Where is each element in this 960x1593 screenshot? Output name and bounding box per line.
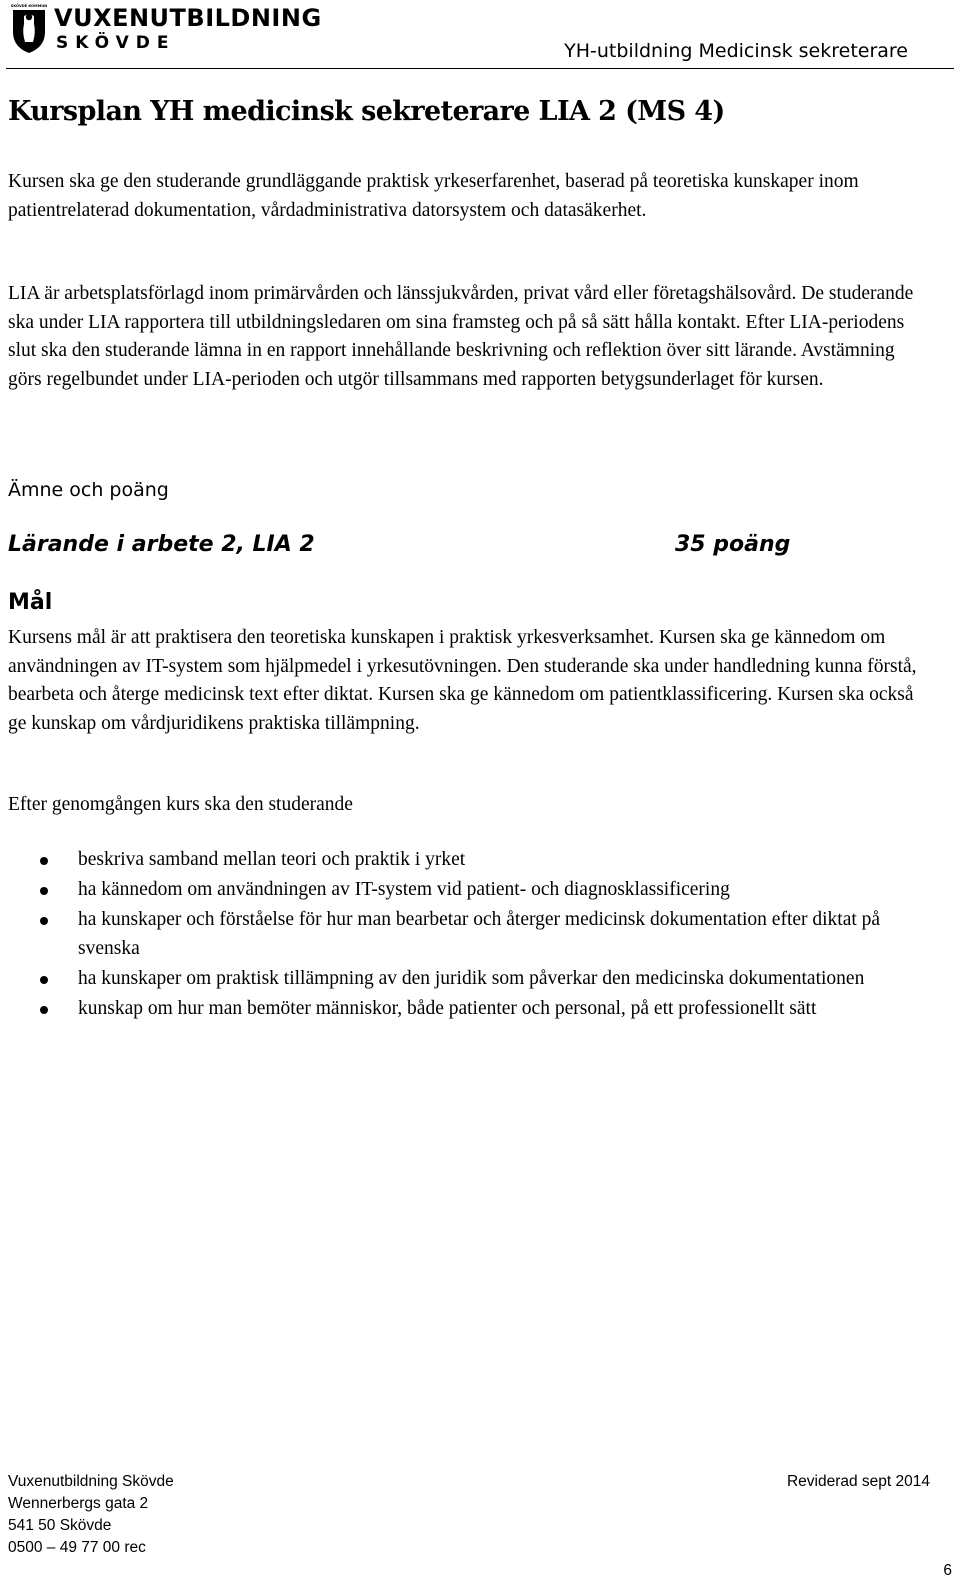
- page-header: [0, 0, 960, 72]
- logo-wordmark: VUXENUTBILDNING: [54, 4, 322, 32]
- list-item: [8, 906, 928, 963]
- svg-text:SKÖVDE KOMMUN: SKÖVDE KOMMUN: [10, 4, 48, 8]
- list-item-text: beskriva samband mellan teori och praktik i yrket: [78, 849, 466, 870]
- list-item: [8, 995, 928, 1024]
- outcomes-intro: Efter genomgången kurs ska den studerande: [8, 794, 353, 815]
- list-item-text: ha kunskaper om praktisk tillämpning av den juridik som påverkar den medicinska dokumentationen: [78, 967, 865, 989]
- learning-outcomes-list: [8, 846, 928, 1025]
- page-title: Kursplan YH medicinsk sekreterare LIA 2 (MS 4): [8, 96, 725, 127]
- list-item-text: ha kunskaper och förståelse för hur man bearbetar och återger medicinsk dokumentation efter diktat på svenska: [78, 908, 881, 959]
- footer-organization: Vuxenutbildning Skövde: [8, 1473, 174, 1490]
- goal-heading: Mål: [8, 590, 53, 615]
- footer-revised: Reviderad sept 2014: [786, 1473, 930, 1490]
- bullet-icon: [40, 857, 48, 865]
- program-name: YH-utbildning Medicinsk sekreterare: [564, 40, 908, 62]
- list-item: [8, 846, 928, 875]
- footer-address: [8, 1471, 174, 1559]
- goal-paragraph: Kursens mål är att praktisera den teoretiska kunskapen i praktisk yrkesverksamhet. Kursen ska ge kännedom om användningen av IT-system som hjälpmedel i yrkesutövningen. Den studerande ska under handledning kunna förstå, bearbeta och återge medicinsk text efter diktat. Kursen ska ge kännedom om patientklassificering. Kursen ska också ge kunskap om vårdjuridikens praktiska tillämpning.: [8, 627, 917, 734]
- course-points: 35 poäng: [675, 532, 791, 557]
- intro-paragraph: Kursen ska ge den studerande grundläggande praktisk yrkeserfarenhet, baserad på teoretiska kunskaper inom patientrelaterad dokumentation, vårdadministrativa datorsystem och datasäkerhet.: [8, 171, 859, 221]
- bullet-icon: [40, 917, 48, 925]
- list-item-text: kunskap om hur man bemöter människor, både patienter och personal, på ett professionellt sätt: [78, 997, 817, 1019]
- subject-label: Ämne och poäng: [8, 479, 169, 501]
- list-item-text: ha kännedom om användningen av IT-system vid patient- och diagnosklassificering: [78, 878, 730, 900]
- bullet-icon: [40, 887, 48, 895]
- footer-phone: 0500 – 49 77 00 rec: [8, 1539, 146, 1556]
- list-item: [8, 965, 928, 994]
- bullet-icon: [40, 1006, 48, 1014]
- logo-city: SKÖVDE: [56, 33, 176, 53]
- footer-postal: 541 50 Skövde: [8, 1517, 112, 1534]
- course-name: Lärande i arbete 2, LIA 2: [8, 532, 315, 557]
- lia-paragraph: LIA är arbetsplatsförlagd inom primärvården och länssjukvården, privat vård eller företagshälsovård. De studerande ska under LIA rapportera till utbildningsledaren om sina framsteg och på så sätt hålla kontakt. Efter LIA-periodens slut ska den studerande lämna in en rapport innehållande beskrivning och reflektion över sitt lärande. Avstämning görs regelbundet under LIA-perioden och utgör tillsammans med rapporten betygsunderlaget för kursen.: [8, 283, 914, 390]
- footer-street: Wennerbergs gata 2: [8, 1495, 149, 1512]
- vuxenutbildning-logo: [10, 2, 322, 60]
- bullet-icon: [40, 976, 48, 984]
- skovde-crest-icon: [10, 2, 48, 54]
- list-item: [8, 876, 928, 905]
- page-number: 6: [943, 1562, 952, 1579]
- header-divider: [6, 68, 954, 69]
